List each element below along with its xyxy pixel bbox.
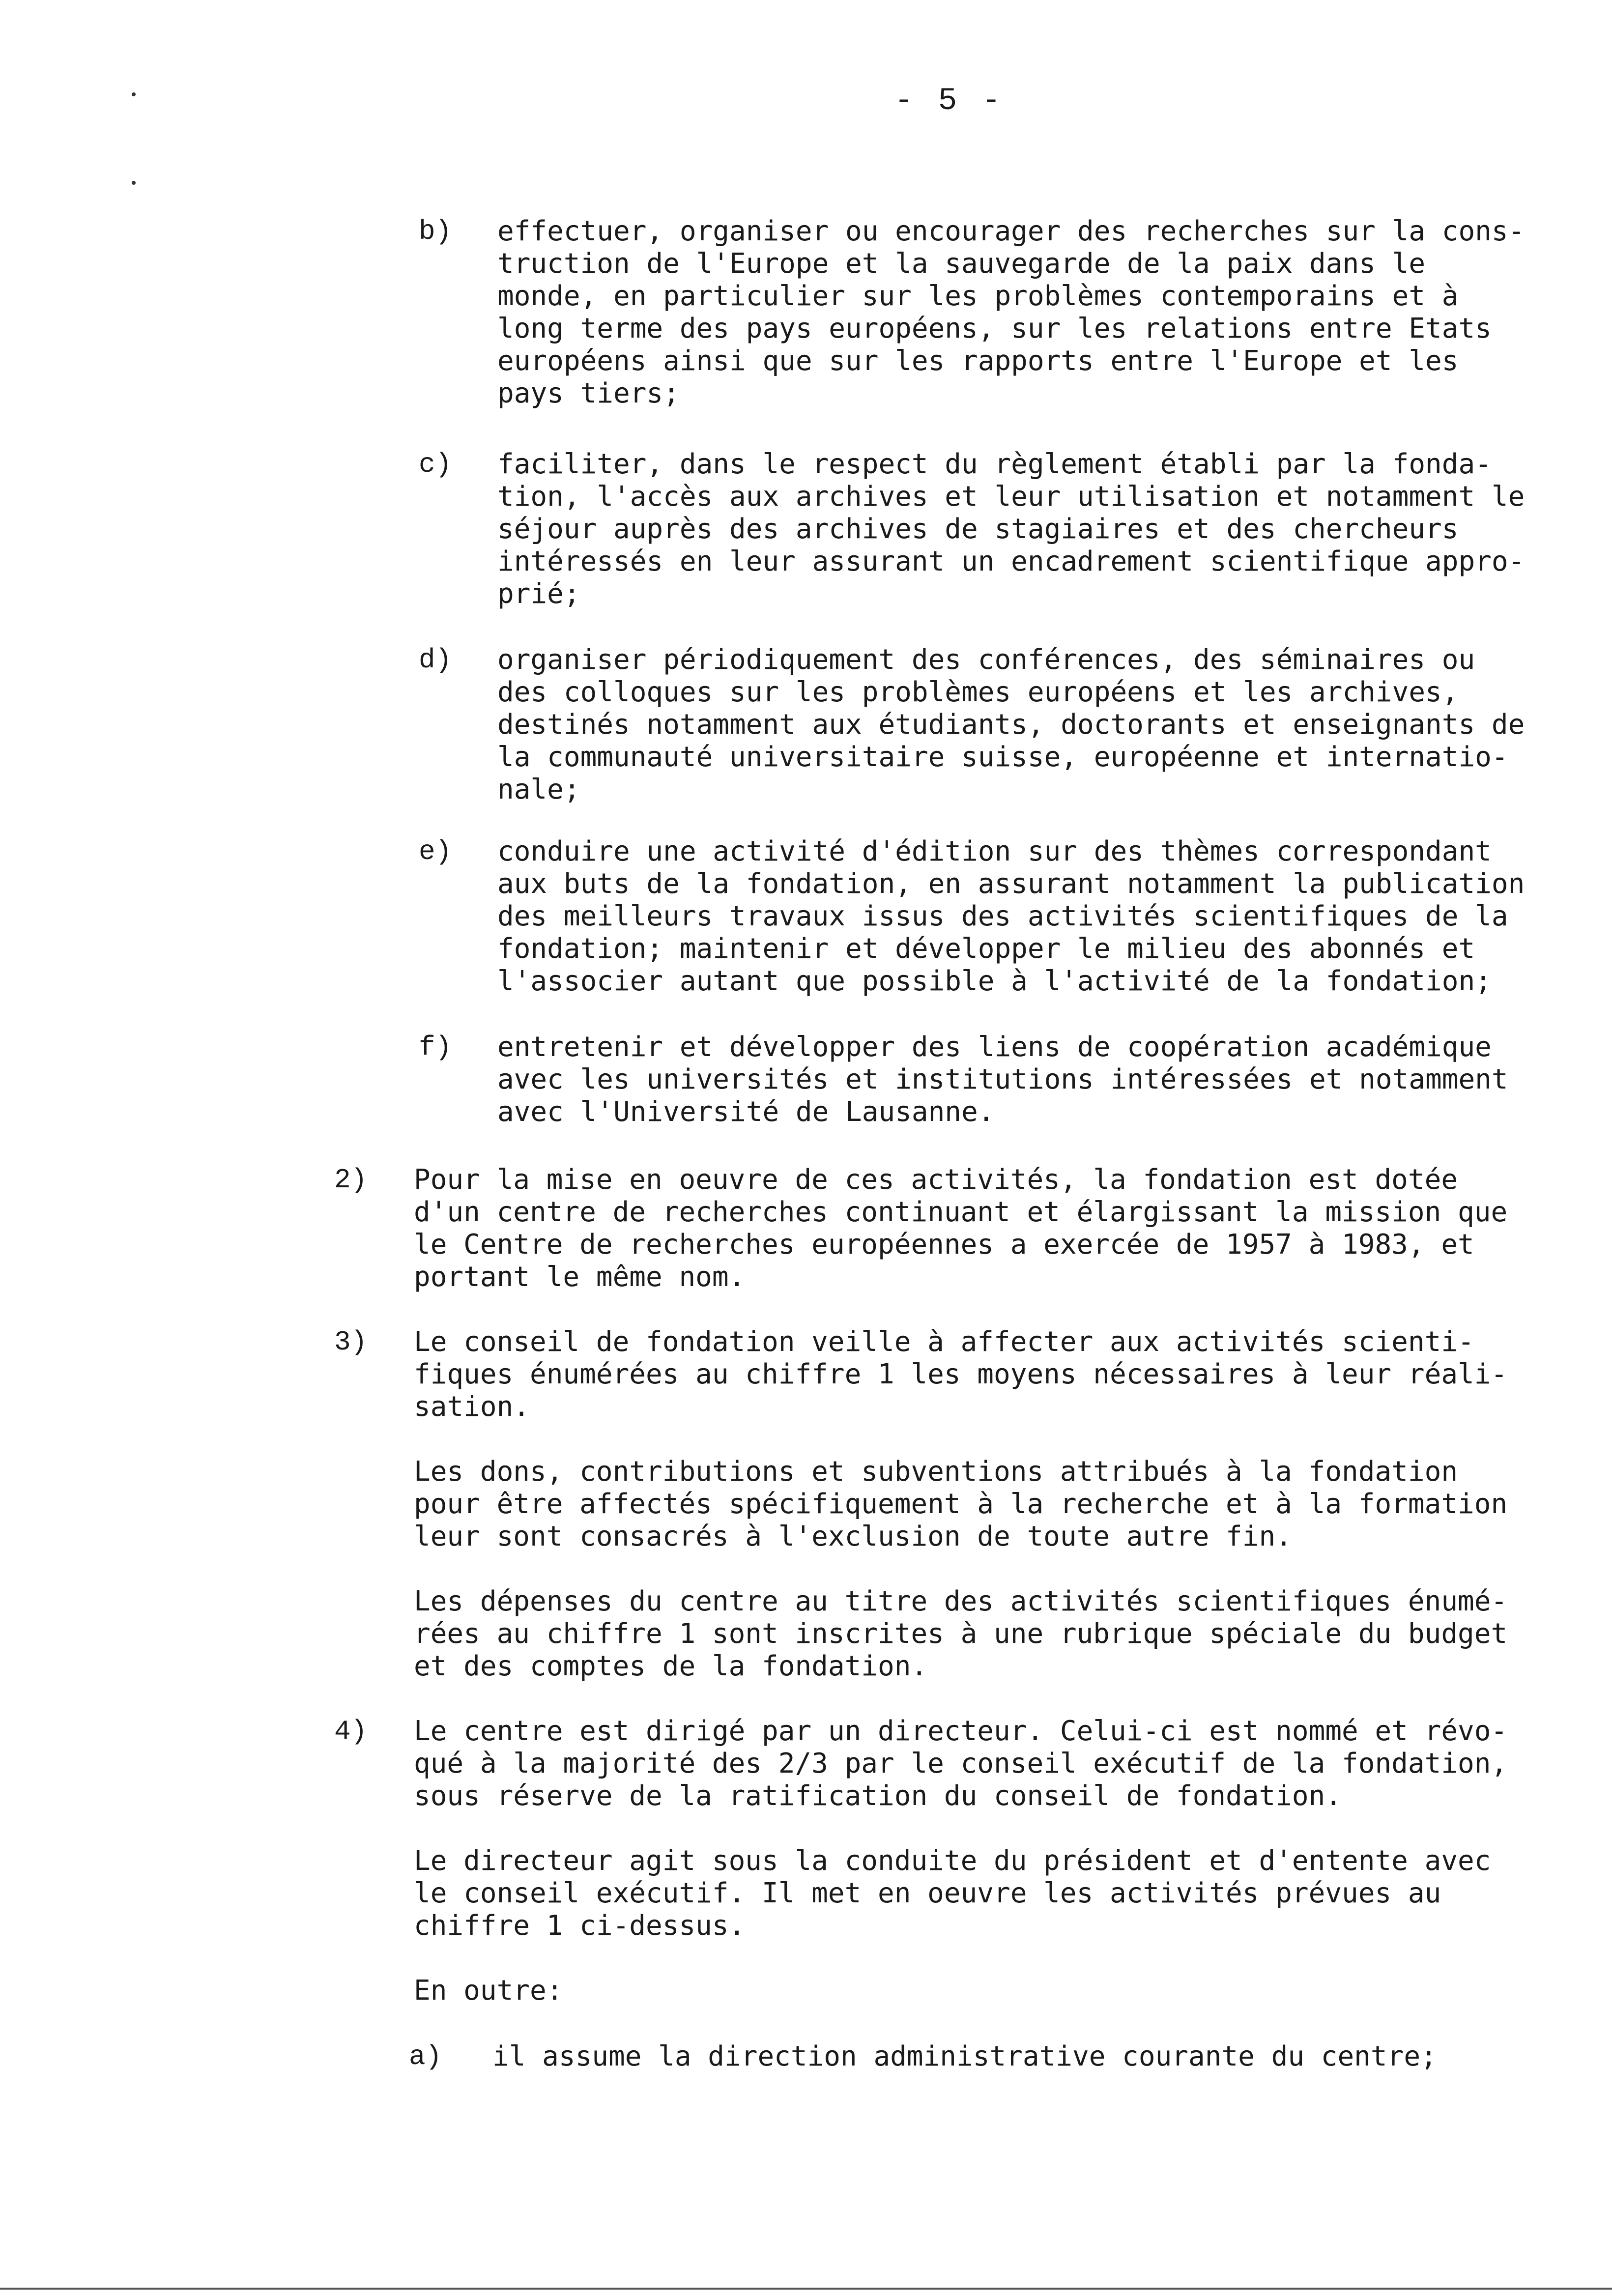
scan-dot (132, 181, 136, 185)
section-3-para3: Les dépenses du centre au titre des activités scientifiques énumé- rées au chiffre 1 sont inscrites à une rubrique spéciale du budget et des comptes de la fondation. (414, 1585, 1508, 1682)
section-label-2: 2) (334, 1164, 368, 1196)
item-c-text: faciliter, dans le respect du règlement établi par la fonda- tion, l'accès aux archives et leur utilisation et notamment le séjour auprès des archives de stagiaires et des chercheurs intéressés en leur assurant un encadrement scientifique appro- prié; (497, 448, 1525, 610)
bottom-rule (0, 2288, 1612, 2290)
section-4-text: Le centre est dirigé par un directeur. Celui-ci est nommé et révo- qué à la majorité des 2/3 par le conseil exécutif de la fondation, sous réserve de la ratification du conseil de fondation. (414, 1715, 1508, 1812)
section-3-para2: Les dons, contributions et subventions attribués à la fondation pour être affectés spécifiquement à la recherche et à la formation leur sont consacrés à l'exclusion de toute autre fin. (414, 1456, 1508, 1552)
section-3-text: Le conseil de fondation veille à affecter aux activités scienti- fiques énumérées au chiffre 1 les moyens nécessaires à leur réali- sation. (414, 1326, 1508, 1423)
item-e-text: conduire une activité d'édition sur des thèmes correspondant aux buts de la fondation, en assurant notamment la publication des meilleurs travaux issus des activités scientifiques de la fondation; maintenir et développer le milieu des abonnés et l'associer autant que possible à l'activité de la fondation; (497, 835, 1525, 997)
item-b-text: effectuer, organiser ou encourager des recherches sur la cons- truction de l'Europe et la sauvegarde de la paix dans le monde, en particulier sur les problèmes contemporains et à long terme des pays européens, sur les relations entre Etats européens ainsi que sur les rapports entre l'Europe et les pays tiers; (497, 215, 1525, 409)
section-4-para2: Le directeur agit sous la conduite du président et d'entente avec le conseil exécutif. Il met en oeuvre les activités prévues au chiffre 1 ci-dessus. (414, 1845, 1491, 1942)
item-label-c: c) (419, 449, 452, 480)
item-label-d: d) (419, 644, 452, 676)
item-label-f: f) (419, 1032, 452, 1063)
section-4-para3: En outre: (414, 1975, 563, 2007)
section-2-text: Pour la mise en oeuvre de ces activités, la fondation est dotée d'un centre de recherches continuant et élargissant la mission que le Centre de recherches européennes a exercée de 1957 à 1983, et portant le même nom. (414, 1164, 1508, 1293)
item-f-text: entretenir et développer des liens de coopération académique avec les universités et institutions intéressées et notamment avec l'Université de Lausanne. (497, 1031, 1508, 1128)
section-label-4: 4) (334, 1716, 368, 1747)
item-label-e: e) (419, 836, 452, 867)
item-label-a: a) (409, 2041, 442, 2072)
item-label-b: b) (419, 216, 452, 247)
item-a-text: il assume la direction administrative courante du centre; (492, 2040, 1437, 2072)
item-d-text: organiser périodiquement des conférences, des séminaires ou des colloques sur les problèmes européens et les archives, destinés notamment aux étudiants, doctorants et enseignants de la communauté universitaire suisse, européenne et internatio- nale; (497, 644, 1525, 805)
scan-dot (132, 92, 136, 96)
page-number: - 5 - (894, 84, 1004, 119)
section-label-3: 3) (334, 1326, 368, 1358)
